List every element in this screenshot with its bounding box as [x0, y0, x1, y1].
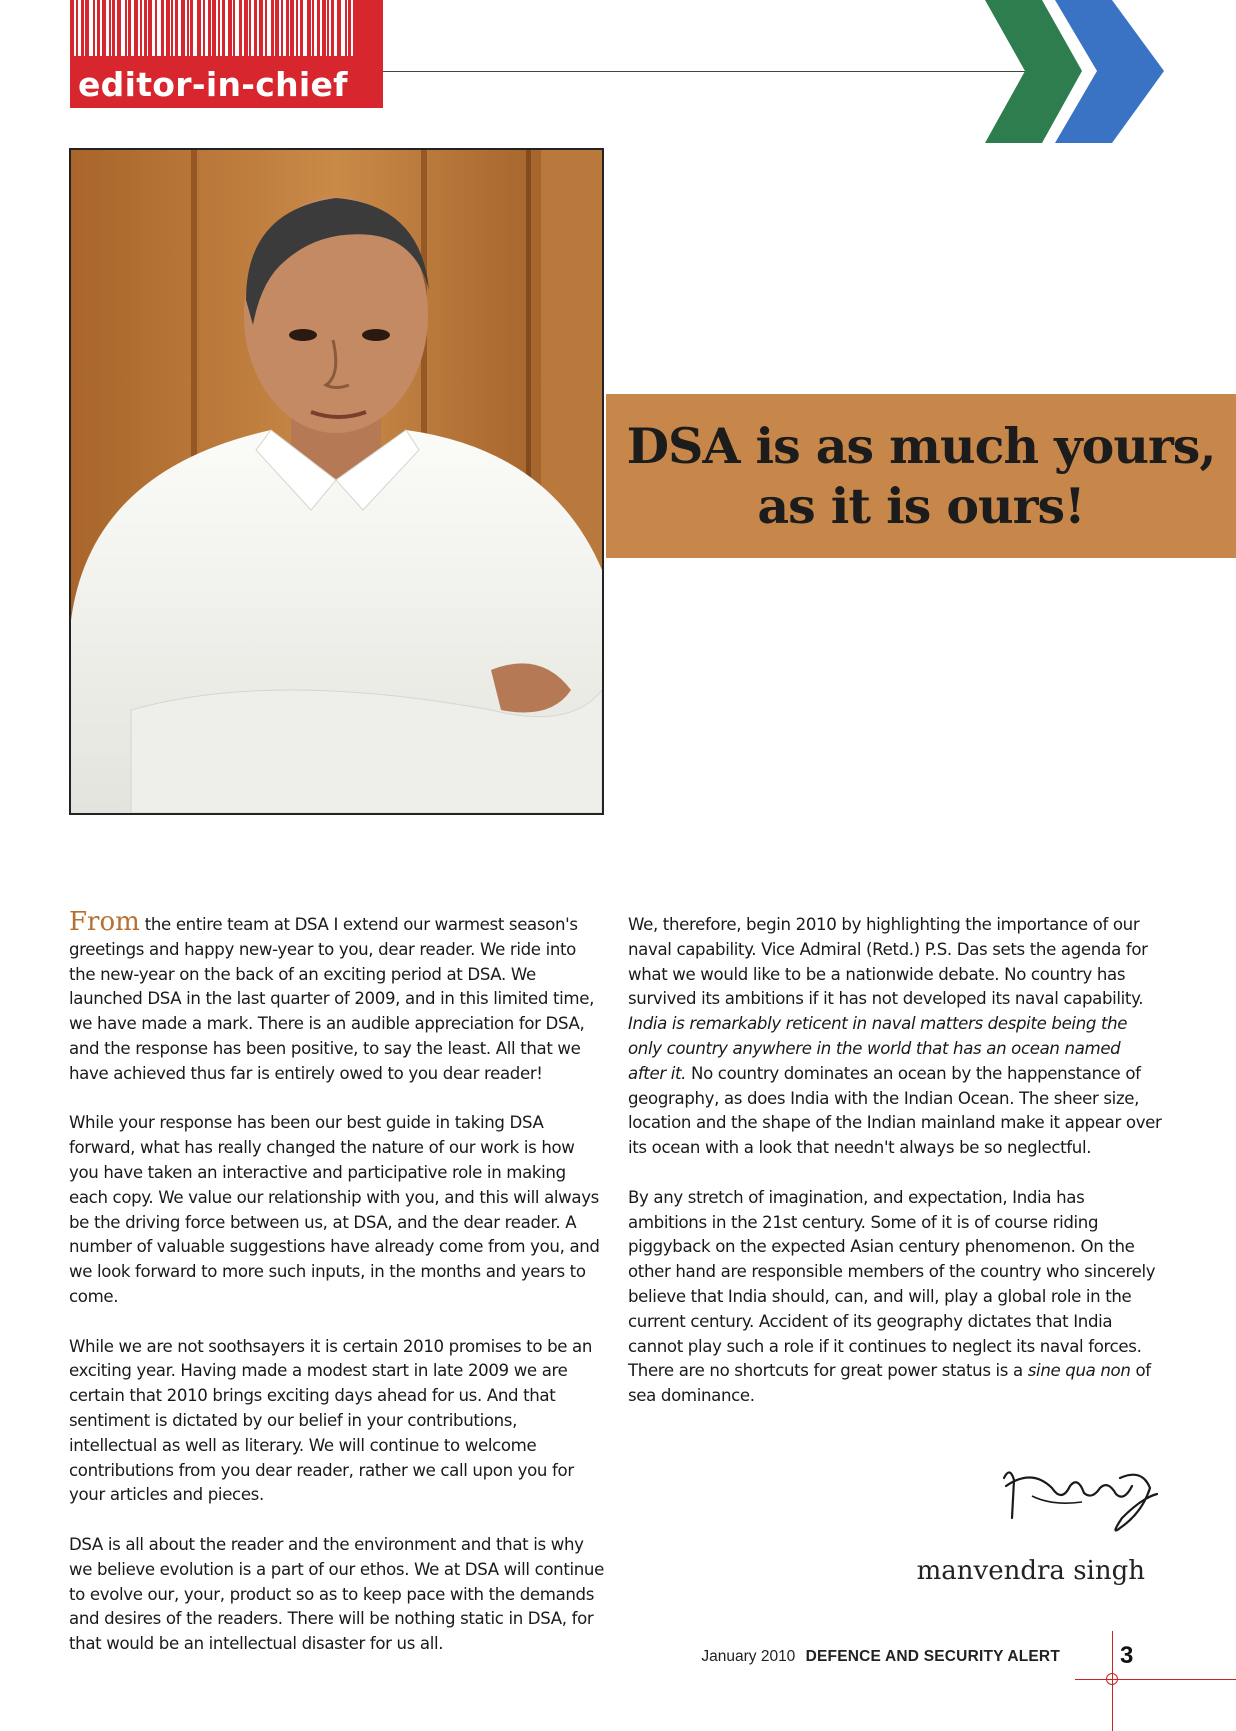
page-number: 3	[1120, 1642, 1134, 1669]
headline-line-1: DSA is as much yours,	[626, 417, 1216, 475]
paragraph: DSA is all about the reader and the environment and that is why we believe evolution is a part of our ethos. We at DSA will continue to evolve our, your, product so as to keep pace with the demands and desires of the readers. There will be nothing static in DSA, for that would be an intellectual disaster for us all.	[69, 1534, 604, 1654]
paragraph: While we are not soothsayers it is certain 2010 promises to be an exciting year. Having made a modest start in late 2009 we are certain that 2010 brings exciting days ahead for us. And that sentiment is dictated by our belief in your contributions, intellectual as well as literary. We will continue to welcome contributions from you dear reader, rather we call upon you for your articles and pieces.	[69, 1336, 593, 1505]
barcode-stripe	[111, 0, 112, 56]
barcode-stripe	[351, 0, 353, 56]
barcode-stripe	[314, 0, 317, 56]
barcode-stripe	[216, 0, 218, 56]
barcode-stripe	[89, 0, 93, 56]
barcode-stripe	[279, 0, 281, 56]
barcode-stripe	[235, 0, 239, 56]
article-column-left	[69, 907, 604, 1682]
barcode-stripe	[189, 0, 190, 56]
barcode-stripe	[178, 0, 181, 56]
barcode-stripe	[164, 0, 166, 56]
barcode-stripe	[257, 0, 259, 56]
barcode-stripe	[147, 0, 148, 56]
signer-name: manvendra singh	[916, 1556, 1145, 1586]
barcode-stripe	[170, 0, 171, 56]
paragraph	[628, 1186, 1163, 1409]
barcode-stripe	[115, 0, 117, 56]
paragraph-text: No country dominates an ocean by the happenstance of geography, as does India with the Indian Ocean. The sheer size, location and the shape of the Indian mainland make it appear over its ocean with a look that needn't always be so neglectful.	[628, 1063, 1162, 1158]
barcode-stripe	[220, 0, 222, 56]
footer-horizontal-rule	[1075, 1679, 1236, 1680]
barcode-stripe	[121, 0, 125, 56]
drop-word: From	[69, 907, 140, 937]
barcode-stripe	[78, 0, 81, 56]
barcode-stripe	[248, 0, 249, 56]
barcode-stripe	[95, 0, 97, 56]
headline-band	[606, 394, 1236, 558]
paragraph-italic: sine qua non	[1027, 1361, 1131, 1381]
barcode-stripe	[341, 0, 345, 56]
barcode-stripe	[334, 0, 337, 56]
barcode-stripe	[173, 0, 175, 56]
paragraph-text: the entire team at DSA I extend our warmest season's greetings and happy new-year to you, dear reader. We ride into the new-year on the back of an exciting period at DSA. We launched DSA in the last quarter of 2009, and in this limited time, we have made a mark. There is an audible appreciation for DSA, and the response has been positive, to say the least. All that we have achieved thus far is entirely owed to you dear reader!	[69, 915, 595, 1083]
barcode-stripe	[225, 0, 228, 56]
issue-date: January 2010	[701, 1648, 796, 1665]
barcode-stripe	[142, 0, 144, 56]
barcode-stripe	[289, 0, 290, 56]
barcode-stripe	[298, 0, 300, 56]
barcode-stripe	[320, 0, 322, 56]
barcode-stripe	[74, 0, 76, 56]
barcode-stripe	[193, 0, 197, 56]
article-column-right	[628, 913, 1163, 1434]
barcode-stripe	[152, 0, 155, 56]
editor-portrait-photo	[69, 148, 604, 815]
barcode-stripe	[267, 0, 271, 56]
barcode-stripe	[131, 0, 134, 56]
barcode-stripe	[283, 0, 286, 56]
signature-icon	[992, 1458, 1162, 1543]
barcode-stripe	[201, 0, 203, 56]
paragraph-italic: India is remarkably reticent in naval matters despite being the only country anywhere in the world that has an ocean named after it.	[628, 1014, 1128, 1083]
publication-name: DEFENCE AND SECURITY ALERT	[805, 1648, 1060, 1665]
barcode-stripe	[242, 0, 244, 56]
barcode-stripe	[211, 0, 212, 56]
paragraph-text: of sea dominance.	[628, 1361, 1151, 1406]
barcode-stripe	[294, 0, 296, 56]
barcode-stripe	[274, 0, 275, 56]
paragraph: While your response has been our best guide in taking DSA forward, what has really changed the nature of our work is how you have taken an interactive and participative role in making each copy. We value our relationship with you, and this will always be the driving force between us, at DSA, and the dear reader. A number of valuable suggestions have already come from you, and we look forward to more such inputs, in the months and years to come.	[69, 1113, 600, 1306]
barcode-stripe	[205, 0, 208, 56]
barcode-stripe	[263, 0, 265, 56]
barcode-stripe	[84, 0, 85, 56]
barcode-stripe	[100, 0, 102, 56]
paragraph-text: By any stretch of imagination, and expectation, India has ambitions in the 21st century. Some of it is of course riding piggyback on the expected Asian century phenomenon. On the other hand are responsible members of the country who sincerely believe that India should, can, and will, play a global role in the current century. Accident of its geography dictates that India cannot play such a role if it continues to neglect its naval forces. There are no shortcuts for great power status is a	[628, 1187, 1156, 1381]
header-rule	[383, 71, 1048, 72]
headline	[627, 416, 1216, 536]
barcode-graphic	[70, 0, 383, 62]
paragraph-text: We, therefore, begin 2010 by highlighting the importance of our naval capability. Vice Admiral (Retd.) P.S. Das sets the agenda for what we would like to be a nationwide debate. No country has survived its ambitions if it has not developed its naval capability.	[628, 915, 1148, 1009]
barcode-stripe	[303, 0, 307, 56]
registration-mark-icon	[1106, 1673, 1118, 1685]
chevron-arrows-icon	[980, 0, 1170, 143]
barcode-stripe	[138, 0, 140, 56]
barcode-stripe	[127, 0, 128, 56]
barcode-stripe	[347, 0, 348, 56]
paragraph	[69, 907, 604, 1087]
barcode-stripe	[157, 0, 161, 56]
headline-line-2: as it is ours!	[757, 477, 1085, 535]
barcode-stripe	[329, 0, 331, 56]
barcode-stripe	[106, 0, 109, 56]
section-label: editor-in-chief	[70, 62, 383, 108]
barcode-stripe	[251, 0, 254, 56]
paragraph	[628, 913, 1163, 1161]
barcode-stripe	[311, 0, 312, 56]
barcode-stripe	[185, 0, 187, 56]
barcode-stripe	[326, 0, 327, 56]
barcode-stripe	[232, 0, 233, 56]
page-footer	[600, 1648, 1060, 1666]
